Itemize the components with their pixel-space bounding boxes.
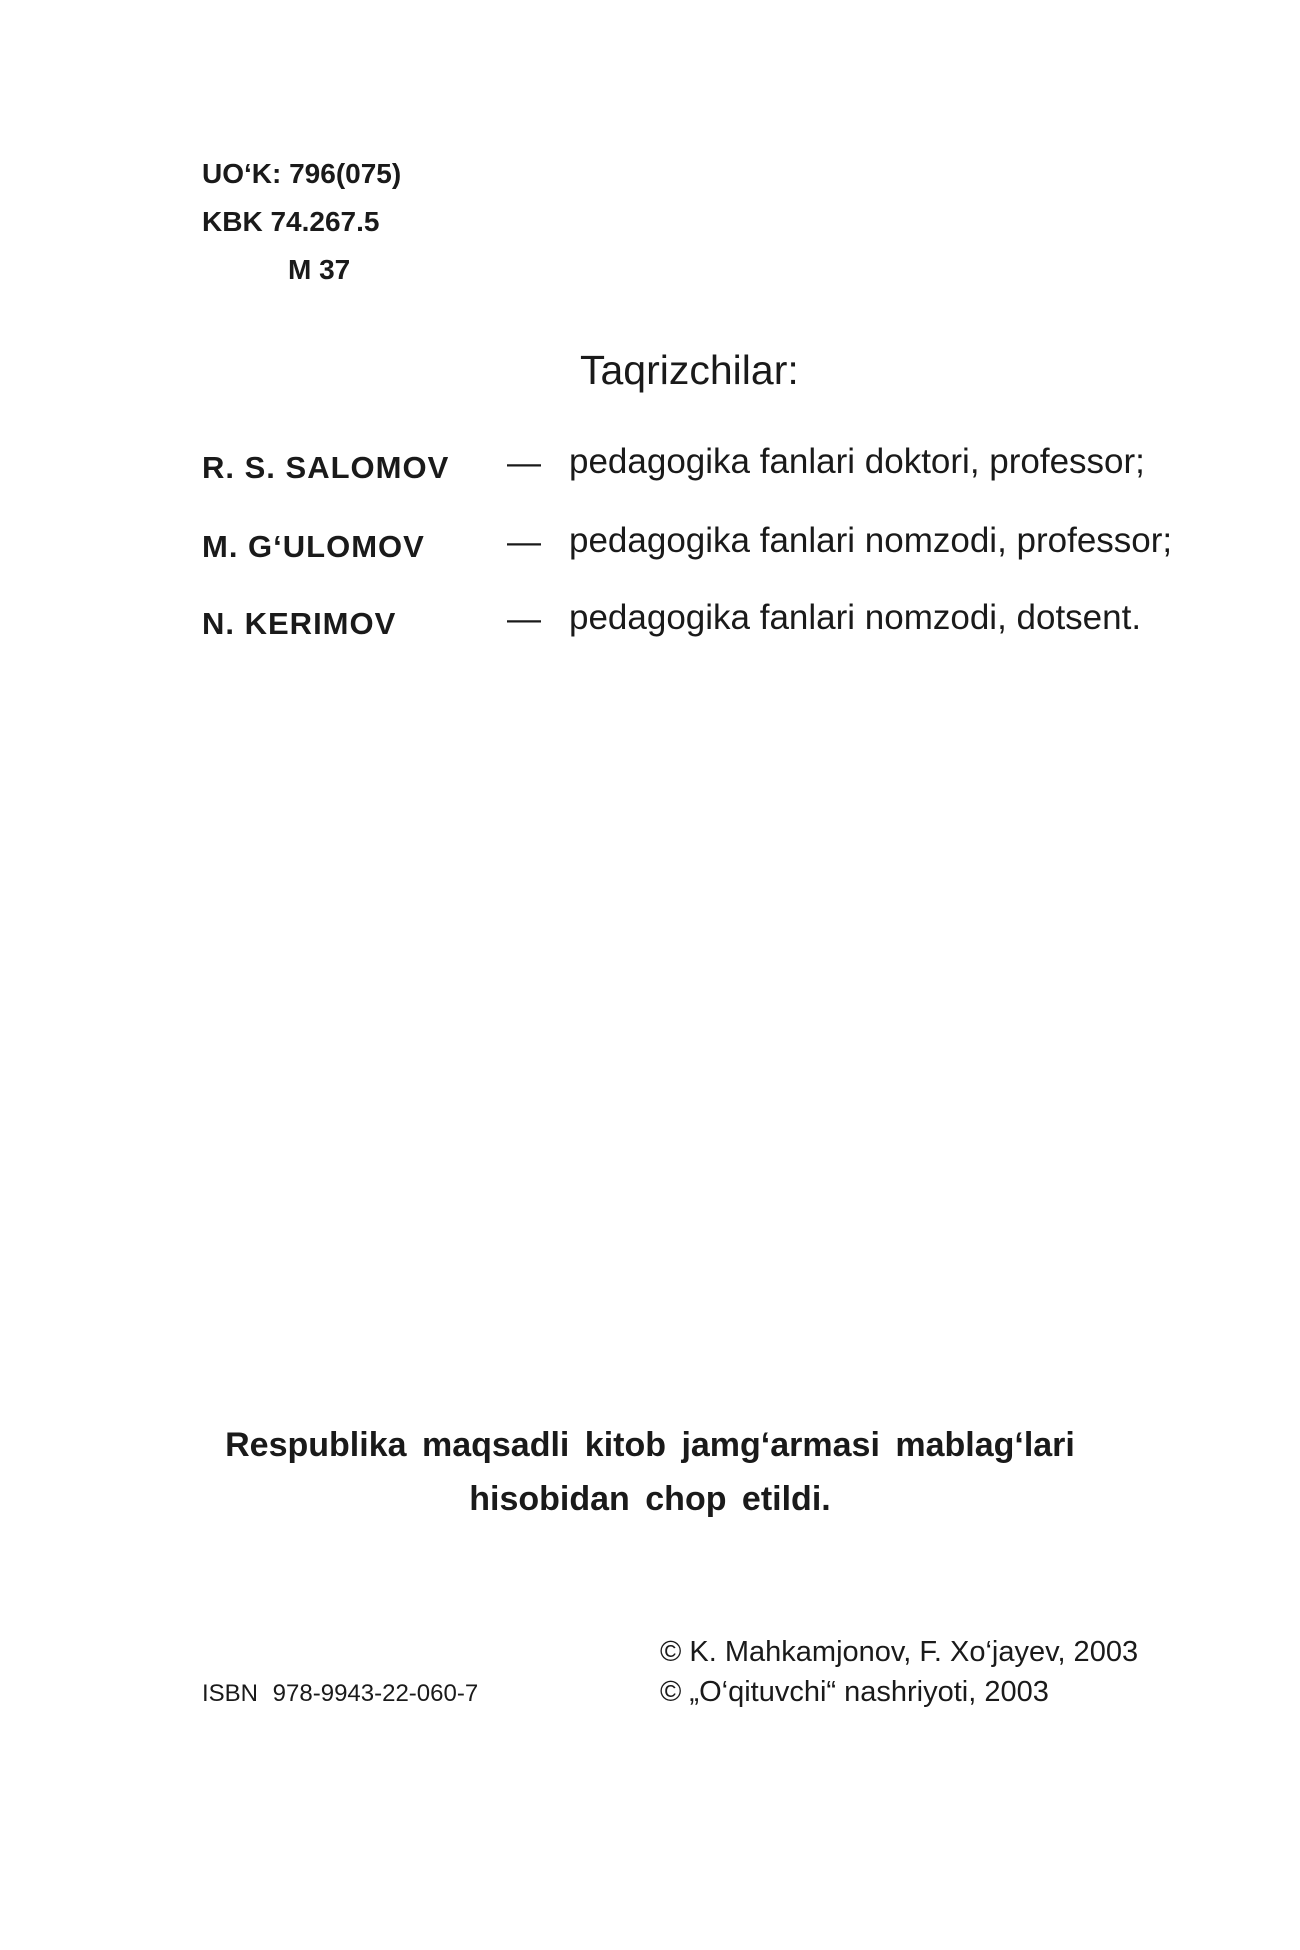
reviewer-row — [202, 521, 1182, 571]
kbk-code: KBK 74.267.5 — [202, 206, 380, 237]
funding-line: hisobidan chop etildi. — [469, 1480, 831, 1518]
copyright-block — [660, 1632, 1138, 1712]
reviewer-name: M. G‘ULOMOV — [202, 529, 425, 564]
copyright-authors: © K. Mahkamjonov, F. Xo‘jayev, 2003 — [660, 1636, 1139, 1668]
reviewer-dash: — — [507, 523, 541, 561]
reviewer-name: R. S. SALOMOV — [202, 450, 450, 485]
copyright-publisher: © „O‘qituvchi“ nashriyoti, 2003 — [660, 1676, 1049, 1708]
funding-note — [150, 1418, 1150, 1526]
reviewers-title: Taqrizchilar: — [580, 347, 799, 393]
isbn-number: ISBN 978-9943-22-060-7 — [202, 1680, 479, 1707]
reviewer-role: pedagogika fanlari doktori, professor; — [569, 442, 1145, 481]
reviewer-dash: — — [507, 444, 541, 482]
reviewer-row — [202, 442, 1182, 492]
reviewer-row — [202, 598, 1182, 648]
reviewer-role: pedagogika fanlari nomzodi, professor; — [569, 521, 1173, 560]
author-mark: M 37 — [288, 254, 351, 285]
uok-code: UO‘K: 796(075) — [202, 158, 402, 189]
reviewer-role: pedagogika fanlari nomzodi, dotsent. — [569, 598, 1142, 637]
reviewer-dash: — — [507, 600, 541, 638]
reviewer-name: N. KERIMOV — [202, 606, 397, 641]
classification-block — [202, 150, 401, 294]
funding-line: Respublika maqsadli kitob jamg‘armasi mablag‘lari — [225, 1426, 1075, 1464]
